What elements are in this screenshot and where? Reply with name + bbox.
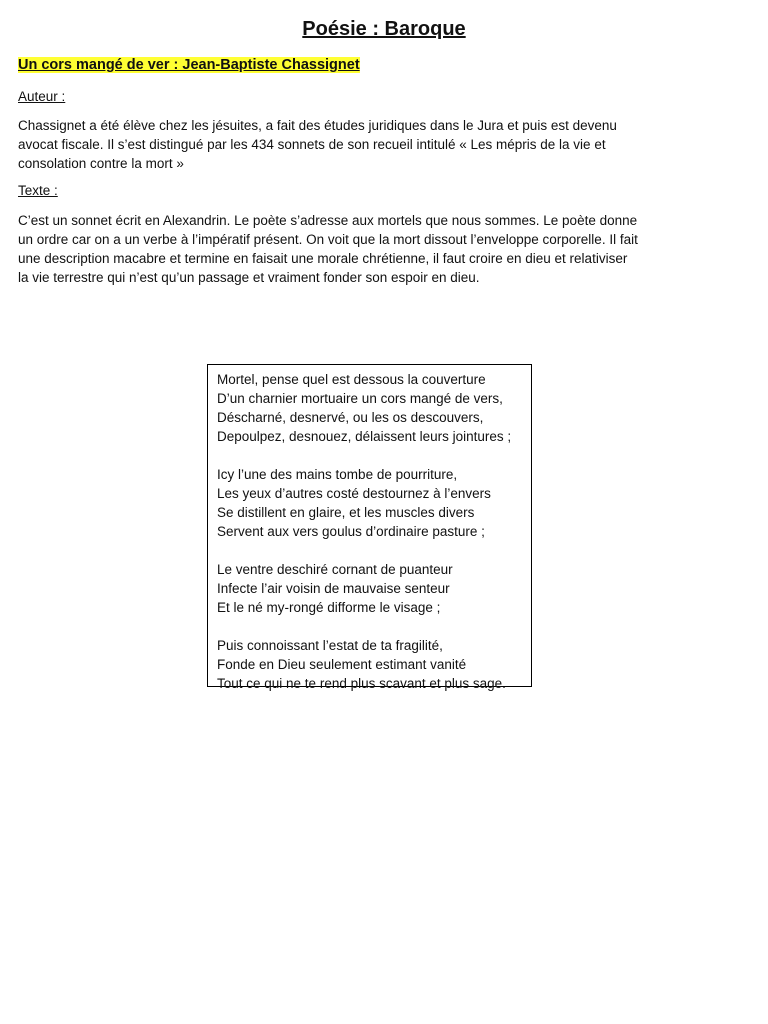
- poem-verse: D’un charnier mortuaire un cors mangé de vers,: [217, 391, 503, 406]
- page-title: Poésie : Baroque: [302, 18, 466, 40]
- poem-verse: Les yeux d’autres costé destournez à l’envers: [217, 486, 491, 501]
- poem-stanza-3: [217, 560, 521, 617]
- author-section-label: Auteur :: [18, 89, 66, 104]
- text-line: une description macabre et termine en faisait une morale chrétienne, il faut croire en dieu et relativiser: [18, 251, 628, 266]
- text-line: C’est un sonnet écrit en Alexandrin. Le poète s’adresse aux mortels que nous sommes. Le poète donne: [18, 213, 638, 228]
- text-line: la vie terrestre qui n’est qu’un passage et vraiment fonder son espoir en dieu.: [18, 270, 480, 285]
- poem-stanza-2: [217, 465, 521, 541]
- poem-verse: Fonde en Dieu seulement estimant vanité: [217, 657, 467, 672]
- poem-verse: Déscharné, desnervé, ou les os descouvers,: [217, 410, 484, 425]
- text-line: un ordre car on a un verbe à l’impératif présent. On voit que la mort dissout l’enveloppe corporelle. Il fait: [18, 232, 638, 247]
- author-line: Chassignet a été élève chez les jésuites, a fait des études juridiques dans le Jura et puis est devenu: [18, 118, 617, 133]
- text-section-label: Texte :: [18, 183, 58, 198]
- poem-verse: Servent aux vers goulus d’ordinaire pasture ;: [217, 524, 485, 539]
- poem-verse: Puis connoissant l’estat de ta fragilité,: [217, 638, 443, 653]
- poem-verse: Et le né my-rongé difforme le visage ;: [217, 600, 441, 615]
- poem-heading-highlight: Un cors mangé de ver : Jean-Baptiste Chassignet: [18, 57, 360, 73]
- poem-verse: Mortel, pense quel est dessous la couverture: [217, 372, 486, 387]
- poem-verse: Icy l’une des mains tombe de pourriture,: [217, 467, 458, 482]
- poem-heading: [18, 57, 360, 73]
- poem-stanza-4: [217, 636, 521, 693]
- poem-verse: Infecte l’air voisin de mauvaise senteur: [217, 581, 450, 596]
- poem-verse: Se distillent en glaire, et les muscles divers: [217, 505, 475, 520]
- poem-verse: Le ventre deschiré cornant de puanteur: [217, 562, 453, 577]
- poem-stanza-1: [217, 370, 521, 446]
- poem-box: [207, 364, 532, 691]
- author-line: consolation contre la mort »: [18, 156, 184, 171]
- author-line: avocat fiscale. Il s’est distingué par les 434 sonnets de son recueil intitulé « Les mépris de la vie et: [18, 137, 606, 152]
- poem-verse: Tout ce qui ne te rend plus scavant et plus sage.: [217, 676, 506, 691]
- poem-verse: Depoulpez, desnouez, délaissent leurs jointures ;: [217, 429, 512, 444]
